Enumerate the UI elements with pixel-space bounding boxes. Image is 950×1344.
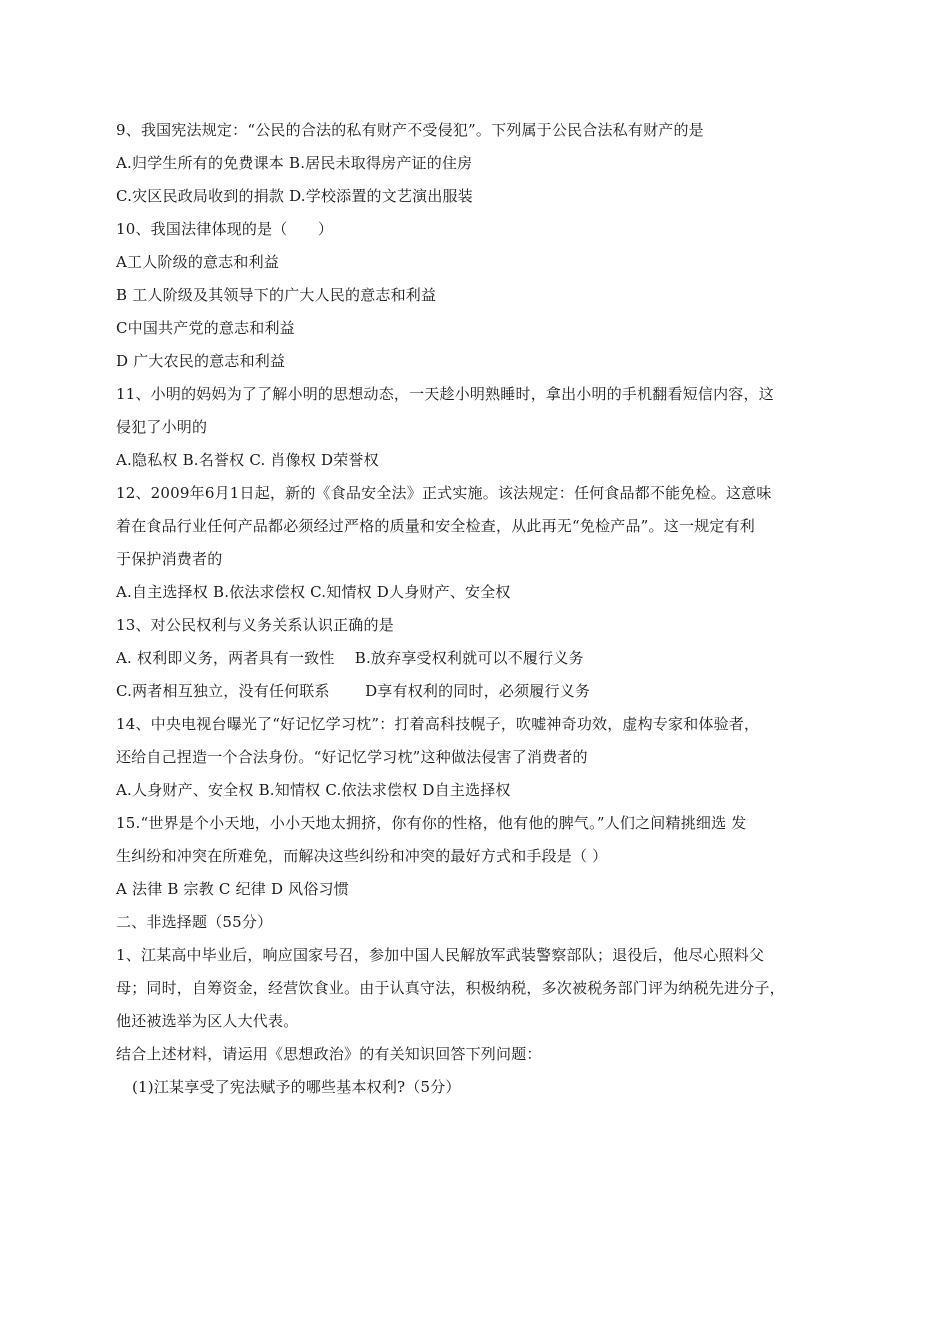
- text-line: 母；同时，自筹资金，经营饮食业。由于认真守法，积极纳税，多次被税务部门评为纳税先进分子，: [116, 979, 785, 997]
- section-heading: 二、非选择题（55分）: [116, 913, 273, 931]
- text-line: 还给自己捏造一个合法身份。“好记忆学习枕”这种做法侵害了消费者的: [116, 748, 588, 766]
- text-line: D 广大农民的意志和利益: [116, 352, 286, 370]
- text-line: 15.“世界是个小天地，小小天地太拥挤，你有你的性格，他有他的脾气。”人们之间精挑细选 发: [116, 814, 747, 832]
- document-page: [116, 114, 846, 1104]
- text-line: 于保护消费者的: [116, 550, 223, 568]
- text-line: 他还被选举为区人大代表。: [116, 1012, 299, 1030]
- text-line: 着在食品行业任何产品都必须经过严格的质量和安全检查，从此再无“免检产品”。这一规定有利: [116, 517, 755, 535]
- text-line: A工人阶级的意志和利益: [116, 253, 280, 271]
- text-line: A 法律 B 宗教 C 纪律 D 风俗习惯: [116, 880, 349, 898]
- text-line: A.自主选择权 B.依法求偿权 C.知情权 D人身财产、安全权: [116, 583, 511, 601]
- text-line: 11、小明的妈妈为了了解小明的思想动态，一天趁小明熟睡时，拿出小明的手机翻看短信内容，这: [116, 385, 774, 403]
- text-line: C中国共产党的意志和利益: [116, 319, 295, 337]
- text-line: 13、对公民权利与义务关系认识正确的是: [116, 616, 394, 634]
- text-line: C.两者相互独立，没有任何联系 D享有权利的同时，必须履行义务: [116, 682, 591, 700]
- text-line: 1、江某高中毕业后，响应国家号召，参加中国人民解放军武装警察部队；退役后，他尽心照料父: [116, 946, 765, 964]
- text-line: B 工人阶级及其领导下的广大人民的意志和利益: [116, 286, 437, 304]
- text-line: 侵犯了小明的: [116, 418, 208, 436]
- question-line: (1)江某享受了宪法赋予的哪些基本权利?（5分）: [132, 1078, 461, 1096]
- text-line: 10、我国法律体现的是（ ）: [116, 220, 334, 238]
- text-line: A. 权利即义务，两者具有一致性 B.放弃享受权利就可以不履行义务: [116, 649, 584, 667]
- text-line: 14、中央电视台曝光了“好记忆学习枕”：打着高科技幌子，吹嘘神奇功效，虚构专家和体验者，: [116, 715, 760, 733]
- text-line: A.人身财产、安全权 B.知情权 C.依法求偿权 D自主选择权: [116, 781, 511, 799]
- text-line: 12、2009年6月1日起，新的《食品安全法》正式实施。该法规定：任何食品都不能免检。这意味: [116, 484, 772, 502]
- text-line: 9、我国宪法规定：“公民的合法的私有财产不受侵犯”。下列属于公民合法私有财产的是: [116, 121, 704, 139]
- text-line: 结合上述材料，请运用《思想政治》的有关知识回答下列问题：: [116, 1045, 542, 1063]
- text-line: A.归学生所有的免费课本 B.居民未取得房产证的住房: [116, 154, 473, 172]
- text-line: C.灾区民政局收到的捐款 D.学校添置的文艺演出服装: [116, 187, 473, 205]
- text-line: A.隐私权 B.名誉权 C. 肖像权 D荣誉权: [116, 451, 379, 469]
- text-line: 生纠纷和冲突在所难免，而解决这些纠纷和冲突的最好方式和手段是（ ）: [116, 847, 608, 865]
